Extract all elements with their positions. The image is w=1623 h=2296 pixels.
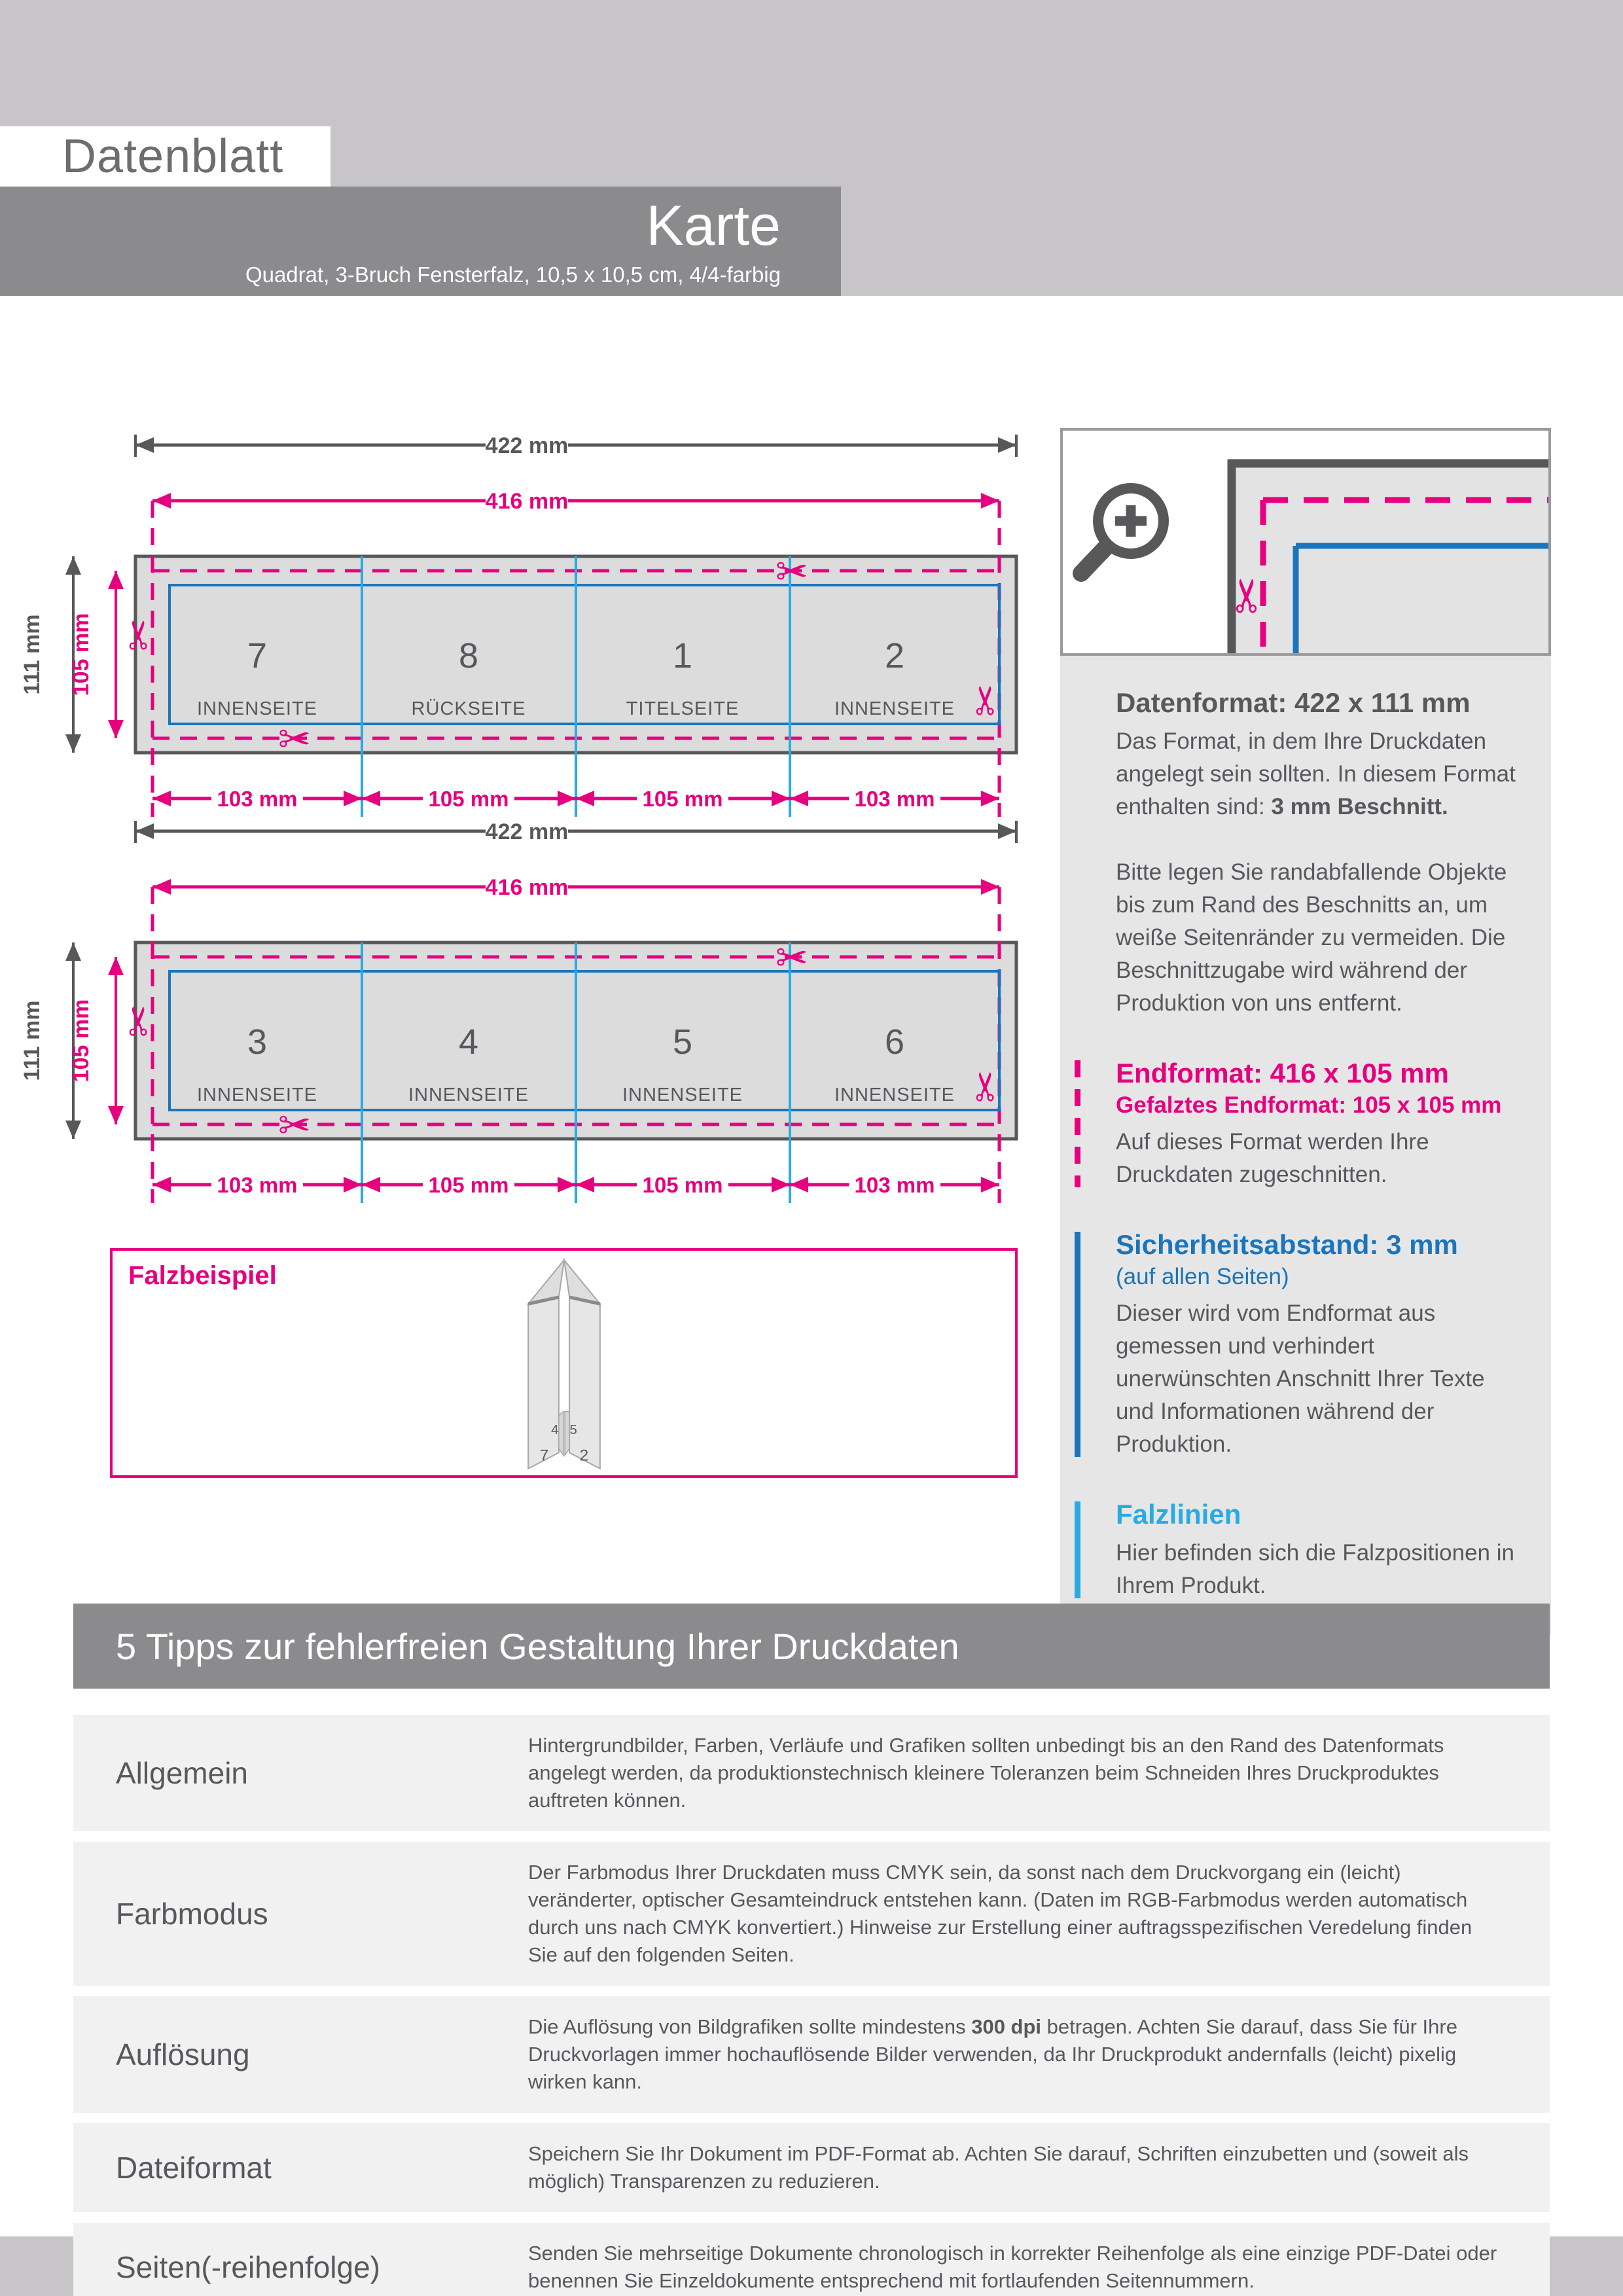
sicherheitsabstand-marker-bar bbox=[1075, 1232, 1080, 1457]
dimension-422 bbox=[135, 433, 1016, 458]
tip-text bbox=[440, 1715, 1550, 1831]
sicherheitsabstand-subheading: (auf allen Seiten) bbox=[1116, 1264, 1289, 1289]
datenformat-height-label: 111 mm bbox=[20, 1000, 45, 1081]
dimension-422 bbox=[135, 819, 1016, 844]
tip-text-content: Der Farbmodus Ihrer Druckdaten muss CMYK sein, da sonst nach dem Druckvorgang ein (leicht) veränderter, optischer Gesamteindruck entstehen kann. (Daten im RGB-Farbmodus werden automatisch durch uns nach CMYK konvertiert.) Hinweise zur Erstellung einer auftragsspezifischen Veredelung finden Sie auf den folgenden Seiten. bbox=[528, 1861, 1472, 1966]
dimension-416 bbox=[152, 875, 999, 900]
endformat-height-label: 105 mm bbox=[69, 999, 94, 1083]
tip-label: Seiten(-reihenfolge) bbox=[116, 2250, 381, 2284]
panel-caption: INNENSEITE bbox=[408, 1085, 529, 1105]
fold-example-box bbox=[110, 1248, 1018, 1478]
fold-number: 5 bbox=[569, 1423, 577, 1438]
falzlinien-heading: Falzlinien bbox=[1116, 1499, 1241, 1530]
fold-panel-right bbox=[569, 1297, 600, 1469]
tip-row-dateiformat bbox=[73, 2123, 1550, 2212]
panel-number: 4 bbox=[458, 1022, 479, 1062]
datenblatt-box bbox=[0, 126, 330, 187]
sidebar-info-panel bbox=[1060, 656, 1551, 1635]
fold-example-title: Falzbeispiel bbox=[128, 1261, 277, 1290]
svg-text:103 mm: 103 mm bbox=[217, 787, 298, 811]
fold-panel-left bbox=[528, 1297, 559, 1469]
zoom-detail-box bbox=[1060, 428, 1551, 656]
tip-row-allgemein bbox=[73, 1715, 1550, 1831]
tip-text-before: Die Auflösung von Bildgrafiken sollte mindestens bbox=[528, 2015, 972, 2038]
layout-diagram-front bbox=[0, 432, 1027, 841]
tip-text bbox=[440, 1842, 1550, 1986]
scissors-icon: ✂ bbox=[117, 618, 161, 652]
datenformat-body-text: Das Format, in dem Ihre Druckdaten angelegt sein sollten. In diesem Format enthalten sind: bbox=[1116, 728, 1516, 819]
endformat-width-label: 416 mm bbox=[485, 875, 569, 900]
tips-table bbox=[73, 1715, 1550, 2296]
endformat-subheading: Gefalztes Endformat: 105 x 105 mm bbox=[1116, 1092, 1502, 1118]
section-falzlinien bbox=[1060, 1498, 1526, 1602]
scissors-icon: ✂ bbox=[1222, 576, 1273, 615]
panel-number: 5 bbox=[672, 1022, 693, 1062]
dimension-416 bbox=[152, 489, 999, 514]
scissors-icon: ✂ bbox=[277, 1103, 312, 1147]
datenformat-width-label: 422 mm bbox=[485, 819, 569, 844]
section-endformat bbox=[1060, 1056, 1526, 1191]
tip-text bbox=[440, 1996, 1550, 2113]
scissors-icon: ✂ bbox=[964, 683, 1008, 717]
panel-caption: INNENSEITE bbox=[622, 1085, 743, 1105]
datenformat-heading: Datenformat: 422 x 111 mm bbox=[1116, 687, 1471, 718]
endformat-height-label: 105 mm bbox=[69, 613, 94, 696]
svg-text:105 mm: 105 mm bbox=[642, 787, 723, 811]
tip-label: Auflösung bbox=[116, 2037, 250, 2072]
datenformat-body-bold: 3 mm Beschnitt. bbox=[1271, 794, 1448, 819]
endformat-body: Auf dieses Format werden Ihre Druckdaten zugeschnitten. bbox=[1116, 1129, 1429, 1187]
panel-caption: RÜCKSEITE bbox=[411, 698, 526, 719]
tips-header-bar bbox=[73, 1604, 1550, 1689]
datenformat-width-label: 422 mm bbox=[485, 433, 569, 458]
panel-caption: INNENSEITE bbox=[834, 1085, 955, 1105]
tip-text bbox=[440, 2123, 1550, 2212]
panel-caption: INNENSEITE bbox=[196, 698, 318, 719]
sicherheitsabstand-body: Dieser wird vom Endformat aus gemessen und verhindert unerwünschten Anschnitt Ihrer Texte und Informationen während der Produktion. bbox=[1116, 1300, 1485, 1457]
scissors-icon: ✂ bbox=[964, 1069, 1008, 1103]
tip-text bbox=[440, 2223, 1550, 2296]
tips-heading: 5 Tipps zur fehlerfreien Gestaltung Ihrer Druckdaten bbox=[116, 1625, 959, 1667]
panel-number: 3 bbox=[247, 1022, 268, 1062]
page-title: Datenblatt bbox=[62, 130, 284, 183]
panel-number: 1 bbox=[672, 636, 693, 675]
tip-text-after: betragen. Achten Sie darauf, dass Sie für Ihre Druckvorlagen immer hochauflösende Bilder verwenden, da Ihr Druckprodukt andernfalls (leicht) pixelig wirken kann. bbox=[528, 2015, 1457, 2093]
panel-number: 6 bbox=[884, 1022, 905, 1062]
endformat-heading: Endformat: 416 x 105 mm bbox=[1116, 1058, 1449, 1088]
fold-number: 2 bbox=[579, 1446, 588, 1465]
panel-number: 2 bbox=[884, 636, 905, 675]
svg-text:103 mm: 103 mm bbox=[854, 787, 935, 811]
svg-text:103 mm: 103 mm bbox=[217, 1173, 298, 1197]
fold-number: 7 bbox=[539, 1446, 548, 1465]
svg-text:105 mm: 105 mm bbox=[642, 1173, 723, 1197]
tip-text-content bbox=[528, 2013, 1504, 2096]
layout-diagram-back bbox=[0, 818, 1027, 1227]
fold-inner-right bbox=[565, 1412, 569, 1456]
fold-inner-left bbox=[558, 1412, 563, 1456]
product-header-band bbox=[0, 187, 841, 296]
tip-row-aufloesung bbox=[73, 1996, 1550, 2113]
product-name: Karte bbox=[646, 194, 781, 257]
magnifier-plus-icon bbox=[1081, 488, 1164, 573]
scissors-icon: ✂ bbox=[775, 550, 809, 594]
zoom-detail-illustration bbox=[1063, 431, 1548, 653]
section-datenformat bbox=[1060, 686, 1526, 1020]
dimension-105 bbox=[69, 957, 124, 1124]
svg-text:103 mm: 103 mm bbox=[854, 1173, 935, 1197]
falzlinien-body: Hier befinden sich die Falzpositionen in Ihrem Produkt. bbox=[1116, 1540, 1514, 1598]
sheet-corner-fill bbox=[1228, 459, 1548, 653]
sicherheitsabstand-heading: Sicherheitsabstand: 3 mm bbox=[1116, 1229, 1458, 1260]
tip-row-seitenreihenfolge bbox=[73, 2223, 1550, 2296]
product-subtitle: Quadrat, 3-Bruch Fensterfalz, 10,5 x 10,5 cm, 4/4-farbig bbox=[245, 262, 781, 287]
datenformat-height-label: 111 mm bbox=[20, 614, 45, 695]
panel-caption: TITELSEITE bbox=[626, 698, 740, 719]
endformat-width-label: 416 mm bbox=[485, 489, 569, 514]
scissors-icon: ✂ bbox=[117, 1004, 161, 1038]
panel-number: 7 bbox=[247, 636, 268, 675]
datenformat-body2: Bitte legen Sie randabfallende Objekte bis zum Rand des Beschnitts an, um weiße Seitenränder zu vermeiden. Die Beschnittzugabe wird während der Produktion von uns entfernt. bbox=[1116, 859, 1507, 1016]
tip-text-content: Senden Sie mehrseitige Dokumente chronologisch in korrekter Reihenfolge als eine einzige PDF-Datei oder benennen Sie Einzeldokumente entsprechend mit fortlaufenden Seitennummern. bbox=[528, 2242, 1497, 2292]
tip-text-content: Hintergrundbilder, Farben, Verläufe und Grafiken sollten unbedingt bis an den Rand des Datenformats angelegt werden, da produktionstechnisch kleinere Toleranzen beim Schneiden Ihres Druckproduktes auftreten können. bbox=[528, 1734, 1444, 1812]
tip-row-farbmodus bbox=[73, 1842, 1550, 1986]
svg-text:105 mm: 105 mm bbox=[428, 1173, 509, 1197]
tip-text-content: Speichern Sie Ihr Dokument im PDF-Format ab. Achten Sie darauf, Schriften einzubetten und (soweit als möglich) Transparenzen zu reduzieren. bbox=[528, 2142, 1469, 2193]
fold-example-illustration bbox=[473, 1256, 656, 1475]
falzlinien-marker-bar bbox=[1075, 1501, 1080, 1598]
endformat-marker-bar bbox=[1075, 1060, 1080, 1187]
dimension-105 bbox=[69, 571, 124, 738]
datenformat-body bbox=[1116, 725, 1526, 823]
tip-label: Dateiformat bbox=[116, 2151, 272, 2185]
scissors-icon: ✂ bbox=[277, 717, 312, 761]
section-sicherheitsabstand bbox=[1060, 1228, 1526, 1461]
tip-label: Farbmodus bbox=[116, 1897, 268, 1931]
fold-number: 4 bbox=[550, 1423, 558, 1438]
panel-number: 8 bbox=[458, 636, 479, 675]
scissors-icon: ✂ bbox=[775, 936, 809, 980]
tip-text-bold: 300 dpi bbox=[971, 2015, 1042, 2038]
svg-text:105 mm: 105 mm bbox=[428, 787, 509, 811]
tip-label: Allgemein bbox=[116, 1756, 248, 1790]
panel-caption: INNENSEITE bbox=[196, 1085, 318, 1105]
panel-caption: INNENSEITE bbox=[834, 698, 955, 719]
